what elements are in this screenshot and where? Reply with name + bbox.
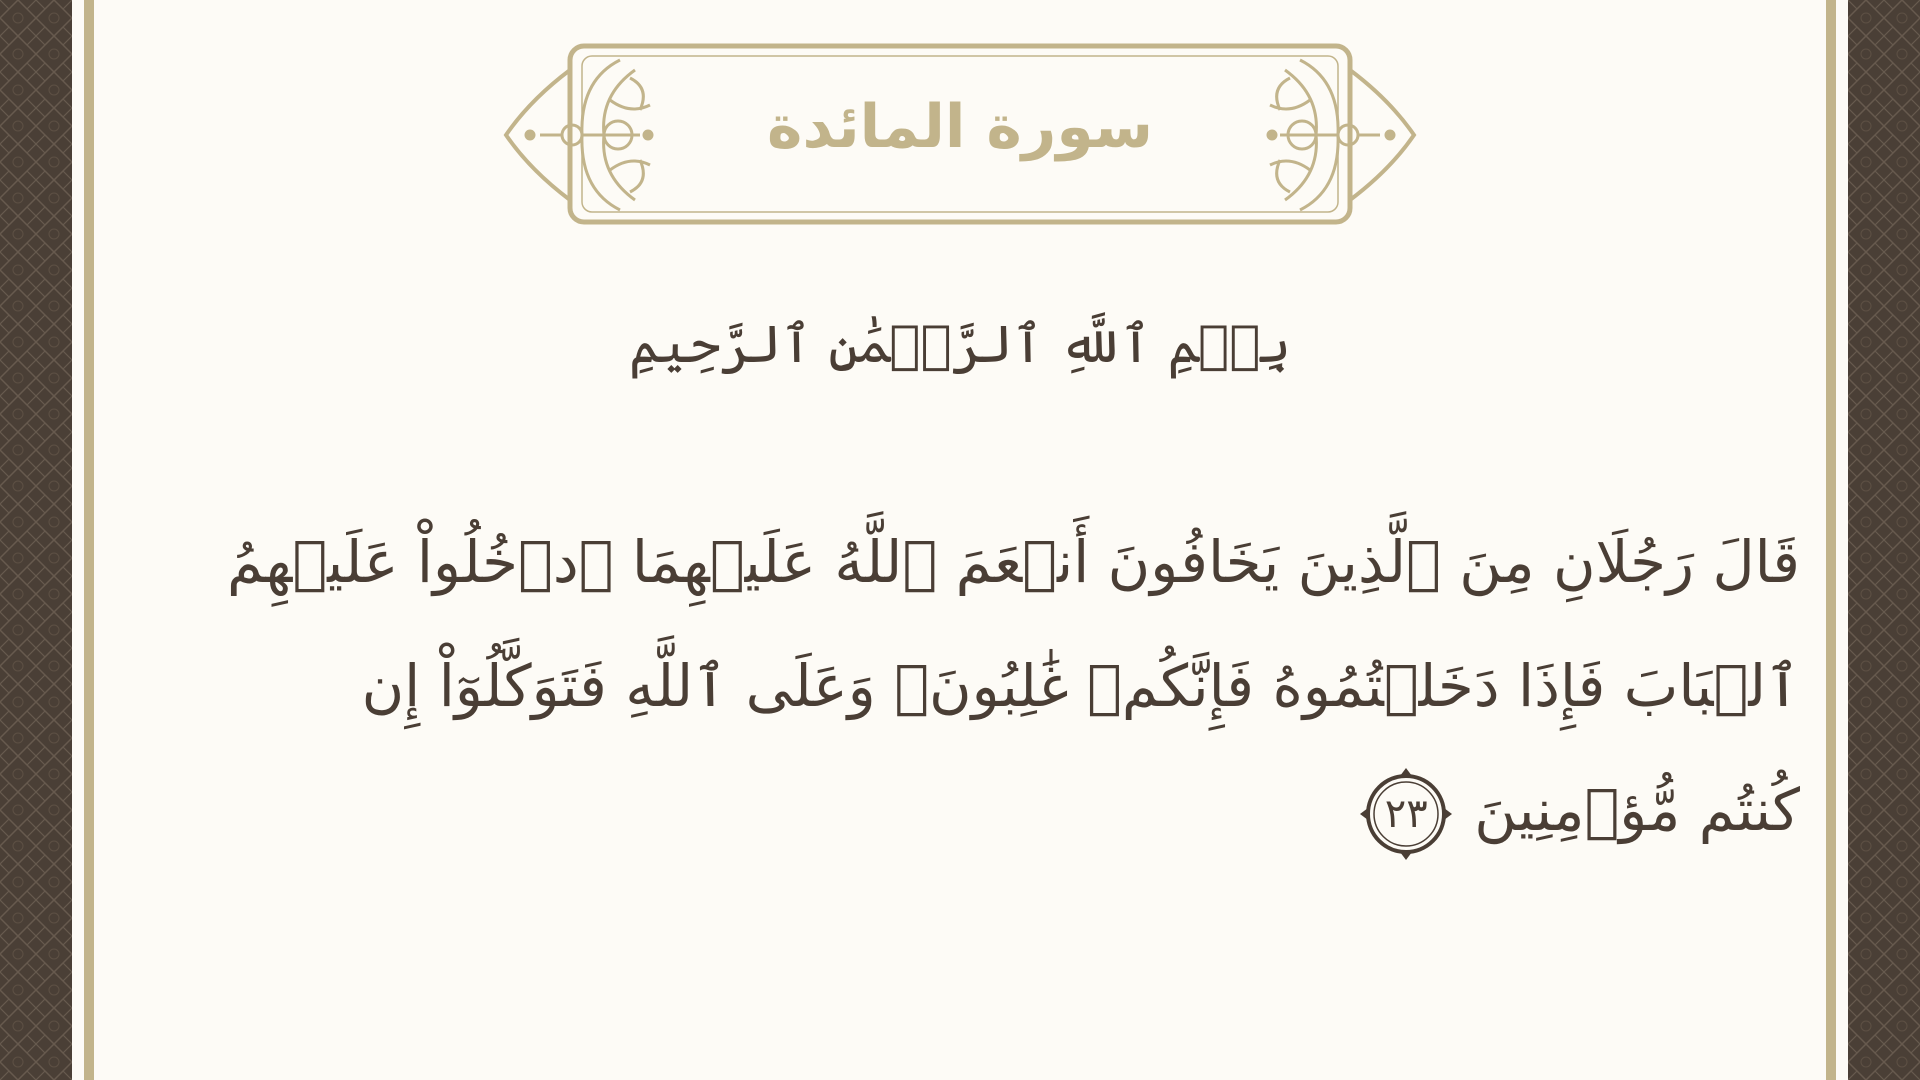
verse-line-3-text: كُنتُم مُّؤۡمِنِينَ [1474, 776, 1800, 844]
gold-rule-right [1826, 0, 1836, 1080]
verse-line-1: قَالَ رَجُلَانِ مِنَ ٱلَّذِينَ يَخَافُونَ أَنۡعَمَ ٱللَّهُ عَلَيۡهِمَا ٱدۡخُلُواْ عَلَيۡهِمُ [227, 528, 1800, 596]
arabesque-ornament-icon [526, 60, 652, 210]
verse-text [227, 500, 1800, 880]
verse-line-2: ٱلۡبَابَ فَإِذَا دَخَلۡتُمُوهُ فَإِنَّكُمۡ غَٰلِبُونَۚ وَعَلَى ٱللَّهِ فَتَوَكَّلُوٓاْ إِن [361, 652, 1800, 720]
arabesque-ornament-icon [1268, 60, 1394, 210]
basmala: بِسۡمِ ٱللَّهِ ٱلرَّحۡمَٰنِ ٱلرَّحِيمِ [629, 315, 1291, 375]
surah-title: سورة المائدة [767, 92, 1153, 162]
gold-rule-left [84, 0, 94, 1080]
ayah-end-marker-icon [1358, 766, 1454, 862]
patterned-border-left [0, 0, 72, 1080]
patterned-border-right [1848, 0, 1920, 1080]
verse-line-3 [300, 748, 1800, 872]
ayah-number: ٢٣ [1384, 790, 1428, 837]
